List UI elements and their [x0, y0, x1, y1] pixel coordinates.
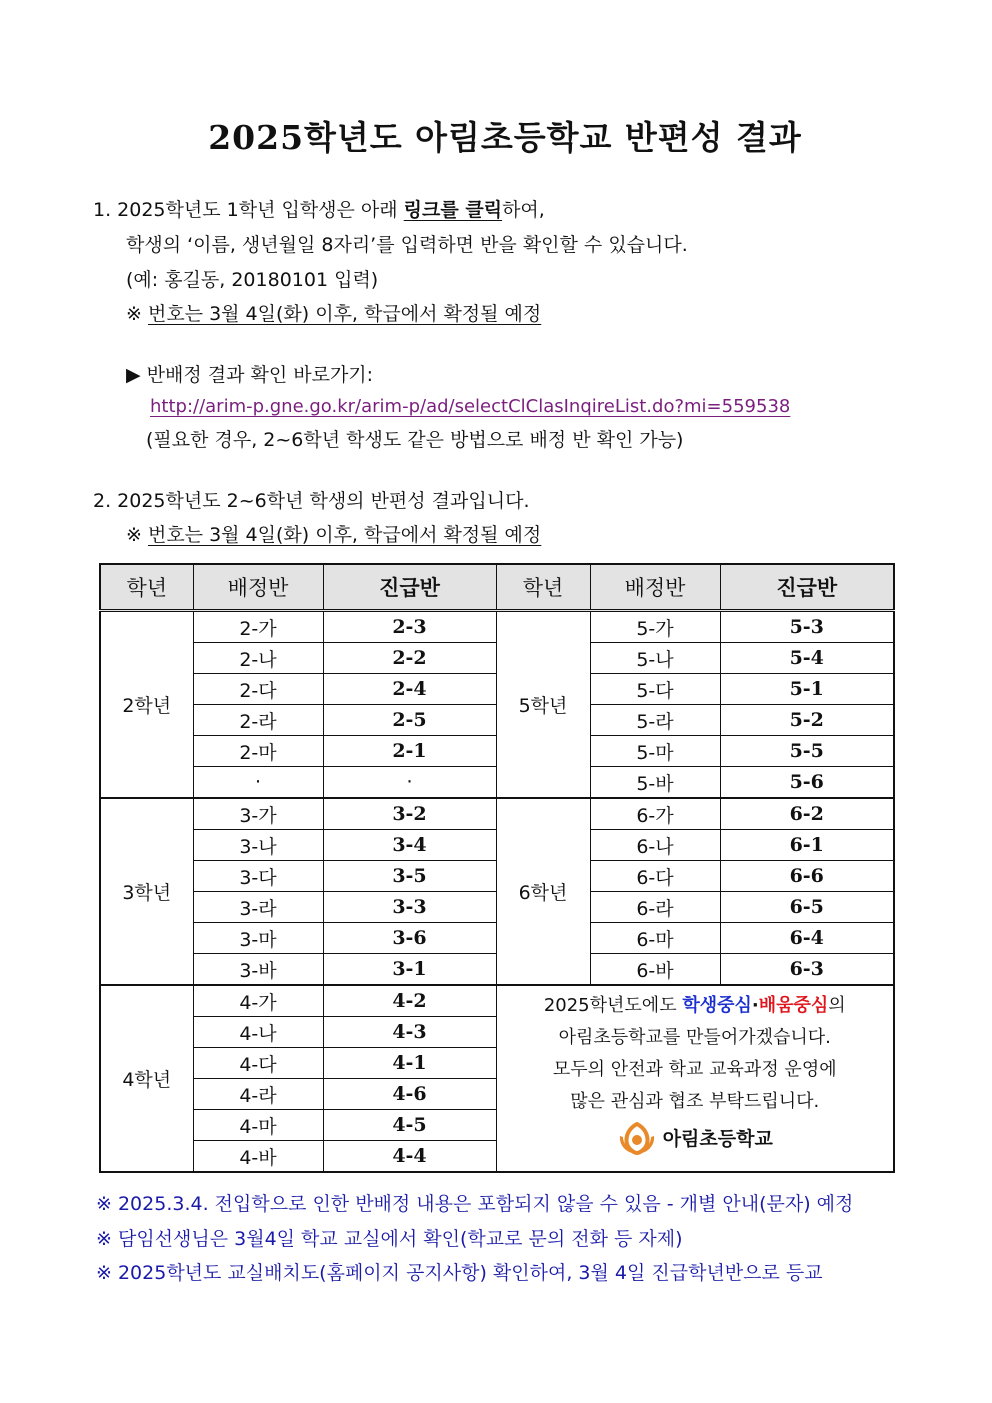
footnote-homeroom: ※ 담임선생님은 3월4일 학교 교실에서 확인(학교로 문의 전화 등 자제) [96, 1228, 683, 1250]
note-mark: ※ [126, 524, 148, 546]
promoted-cell: 3-3 [323, 892, 496, 923]
assigned-cell: 3-바 [193, 954, 323, 986]
assigned-cell: 5-나 [590, 643, 720, 674]
assigned-cell: 2-나 [193, 643, 323, 674]
promoted-cell: 3-1 [323, 954, 496, 986]
assigned-cell: 2-마 [193, 736, 323, 767]
promoted-cell: 6-5 [720, 892, 894, 923]
assigned-cell: 4-가 [193, 985, 323, 1017]
promoted-cell: 5-4 [720, 643, 894, 674]
promoted-cell: 4-6 [323, 1079, 496, 1110]
table-header-row [100, 564, 894, 611]
assigned-cell: 2-가 [193, 611, 323, 643]
promoted-cell: 6-3 [720, 954, 894, 986]
promoted-cell: 2-4 [323, 674, 496, 705]
grade-cell: 6학년 [496, 798, 590, 985]
optional-note: (필요한 경우, 2~6학년 학생도 같은 방법으로 배정 반 확인 가능) [146, 429, 684, 451]
promoted-cell: 5-5 [720, 736, 894, 767]
promoted-cell: 4-3 [323, 1017, 496, 1048]
assigned-cell: 3-가 [193, 798, 323, 830]
class-assignment-table [99, 563, 895, 1173]
assigned-cell: 6-바 [590, 954, 720, 986]
section2-line1: 2. 2025학년도 2~6학년 학생의 반편성 결과입니다. [93, 490, 530, 512]
message-line-2: 아림초등학교를 만들어가겠습니다. [558, 1027, 831, 1048]
header-grade: 학년 [100, 564, 193, 611]
note-mark: ※ [126, 303, 148, 325]
table-row [100, 985, 894, 1017]
promoted-cell: 3-5 [323, 861, 496, 892]
promoted-cell: 2-1 [323, 736, 496, 767]
assigned-cell: 5-가 [590, 611, 720, 643]
middle-dot: · [751, 995, 759, 1016]
header-assigned: 배정반 [193, 564, 323, 611]
assigned-cell: 6-라 [590, 892, 720, 923]
note-text: 번호는 3월 4일(화) 이후, 학급에서 확정될 예정 [147, 303, 542, 325]
promoted-cell: 2-2 [323, 643, 496, 674]
promoted-cell: 5-2 [720, 705, 894, 736]
promoted-cell: 4-1 [323, 1048, 496, 1079]
assigned-cell: 5-바 [590, 767, 720, 799]
section1-note [126, 301, 541, 327]
school-emblem-icon [617, 1122, 657, 1156]
assigned-cell: 6-마 [590, 923, 720, 954]
assigned-cell: 5-마 [590, 736, 720, 767]
assigned-cell: 4-라 [193, 1079, 323, 1110]
section1-line1-prefix: 1. 2025학년도 1학년 입학생은 아래 [93, 199, 404, 221]
promoted-cell: 2-5 [323, 705, 496, 736]
assigned-cell: 2-라 [193, 705, 323, 736]
assigned-cell: 4-나 [193, 1017, 323, 1048]
assigned-cell: · [193, 767, 323, 799]
header-assigned: 배정반 [590, 564, 720, 611]
footnote-transfer: ※ 2025.3.4. 전입학으로 인한 반배정 내용은 포함되지 않을 수 있음 - 개별 안내(문자) 예정 [96, 1193, 854, 1215]
assigned-cell: 6-나 [590, 830, 720, 861]
assigned-cell: 5-다 [590, 674, 720, 705]
school-logo [617, 1122, 773, 1156]
url-text[interactable]: http://arim-p.gne.go.kr/arim-p/ad/selectClClasInqireList.do?mi=559538 [150, 396, 791, 417]
assigned-cell: 3-라 [193, 892, 323, 923]
promoted-cell: 3-6 [323, 923, 496, 954]
page-title: 2025학년도 아림초등학교 반편성 결과 [208, 118, 802, 157]
assigned-cell: 4-마 [193, 1110, 323, 1141]
assigned-cell: 3-나 [193, 830, 323, 861]
message-line-1 [497, 990, 894, 1022]
promoted-cell: 6-1 [720, 830, 894, 861]
message-suffix: 의 [828, 995, 846, 1016]
assigned-cell: 3-다 [193, 861, 323, 892]
message-prefix: 2025학년도에도 [543, 995, 683, 1016]
header-promoted: 진급반 [720, 564, 894, 611]
school-message-cell [496, 985, 894, 1172]
promoted-cell: 3-4 [323, 830, 496, 861]
promoted-cell: 5-6 [720, 767, 894, 799]
message-line-4: 많은 관심과 협조 부탁드립니다. [570, 1091, 820, 1112]
table-row [100, 611, 894, 643]
promoted-cell: 6-2 [720, 798, 894, 830]
grade-cell: 3학년 [100, 798, 193, 985]
promoted-cell: · [323, 767, 496, 799]
learning-centered-text: 배움중심 [758, 995, 829, 1016]
promoted-cell: 2-3 [323, 611, 496, 643]
promoted-cell: 6-6 [720, 861, 894, 892]
promoted-cell: 4-2 [323, 985, 496, 1017]
assigned-cell: 3-마 [193, 923, 323, 954]
message-line-3: 모두의 안전과 학교 교육과정 운영에 [552, 1059, 837, 1080]
note-text: 번호는 3월 4일(화) 이후, 학급에서 확정될 예정 [147, 524, 542, 546]
click-link-text: 링크를 클릭 [403, 199, 503, 221]
promoted-cell: 6-4 [720, 923, 894, 954]
section1-example: (예: 홍길동, 20180101 입력) [126, 269, 379, 291]
assigned-cell: 6-다 [590, 861, 720, 892]
grade-cell: 2학년 [100, 611, 193, 799]
promoted-cell: 4-5 [323, 1110, 496, 1141]
footnote-classroom-layout: ※ 2025학년도 교실배치도(홈페이지 공지사항) 확인하여, 3월 4일 진급학년반으로 등교 [96, 1262, 823, 1284]
assigned-cell: 4-다 [193, 1048, 323, 1079]
table-row [100, 798, 894, 830]
section1-line2: 학생의 ‘이름, 생년월일 8자리’를 입력하면 반을 확인할 수 있습니다. [126, 234, 688, 256]
promoted-cell: 4-4 [323, 1141, 496, 1173]
shortcut-label: ▶ 반배정 결과 확인 바로가기: [126, 364, 374, 386]
grade-cell: 4학년 [100, 985, 193, 1172]
assigned-cell: 4-바 [193, 1141, 323, 1173]
result-url-link[interactable] [150, 394, 790, 420]
student-centered-text: 학생중심 [682, 995, 752, 1016]
header-grade: 학년 [496, 564, 590, 611]
header-promoted: 진급반 [323, 564, 496, 611]
promoted-cell: 3-2 [323, 798, 496, 830]
section2-note [126, 522, 541, 548]
assigned-cell: 5-라 [590, 705, 720, 736]
section1-line1 [93, 197, 545, 223]
assigned-cell: 2-다 [193, 674, 323, 705]
school-message [497, 990, 894, 1167]
assigned-cell: 6-가 [590, 798, 720, 830]
promoted-cell: 5-1 [720, 674, 894, 705]
school-logo-text: 아림초등학교 [662, 1128, 773, 1150]
grade-cell: 5학년 [496, 611, 590, 799]
section1-line1-suffix: 하여, [502, 199, 545, 221]
promoted-cell: 5-3 [720, 611, 894, 643]
